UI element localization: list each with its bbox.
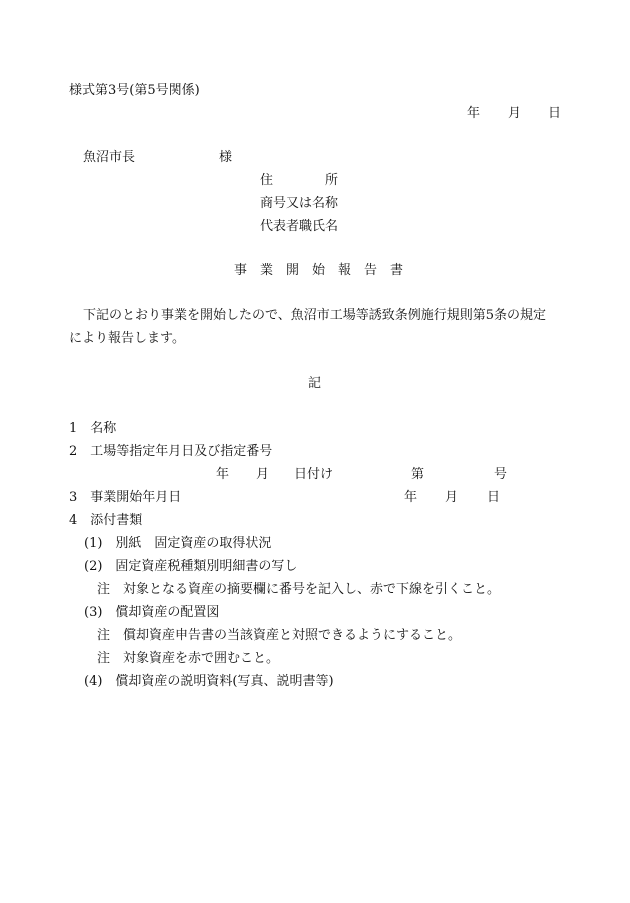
date-day-label: 日 (548, 106, 562, 121)
representative-label: 代表者職氏名 (260, 219, 339, 234)
item-1-name: 1 名称 (69, 421, 117, 436)
trade-name-label: 商号又は名称 (260, 196, 339, 211)
date-year-label: 年 (467, 106, 481, 121)
item-3-month: 月 (445, 490, 459, 505)
body-line-2: により報告します。 (69, 331, 185, 346)
addressee-honorific: 様 (219, 150, 233, 165)
addressee-name: 魚沼市長 (83, 150, 136, 165)
body-line-1: 下記のとおり事業を開始したので、魚沼市工場等誘致条例施行規則第5条の規定 (83, 308, 547, 323)
item-2-dated: 日付け (294, 467, 334, 482)
attachment-3-note-2: 注 対象資産を赤で囲むこと。 (97, 651, 280, 666)
item-3-start-date: 3 事業開始年月日 (69, 490, 182, 505)
item-2-dai: 第 (411, 467, 425, 482)
attachment-2: (2) 固定資産税種類別明細書の写し (84, 559, 298, 574)
item-4-attachments: 4 添付書類 (69, 513, 143, 528)
item-2-month: 月 (256, 467, 270, 482)
item-3-day: 日 (487, 490, 501, 505)
ki-heading: 記 (308, 376, 322, 391)
attachment-3-note-1: 注 償却資産申告書の当該資産と対照できるようにすること。 (97, 628, 462, 643)
attachment-3: (3) 償却資産の配置図 (84, 605, 220, 620)
attachment-1: (1) 別紙 固定資産の取得状況 (84, 536, 272, 551)
item-2-year: 年 (216, 467, 230, 482)
form-number: 様式第3号(第5号関係) (69, 83, 200, 98)
attachment-4: (4) 償却資産の説明資料(写真、説明書等) (84, 674, 334, 689)
item-2-go: 号 (494, 467, 508, 482)
address-label: 住 所 (260, 173, 339, 188)
document-title: 事 業 開 始 報 告 書 (234, 263, 404, 278)
attachment-2-note: 注 対象となる資産の摘要欄に番号を記入し、赤で下線を引くこと。 (97, 582, 501, 597)
item-3-year: 年 (404, 490, 418, 505)
item-2-designation: 2 工場等指定年月日及び指定番号 (69, 444, 273, 459)
date-month-label: 月 (508, 106, 522, 121)
